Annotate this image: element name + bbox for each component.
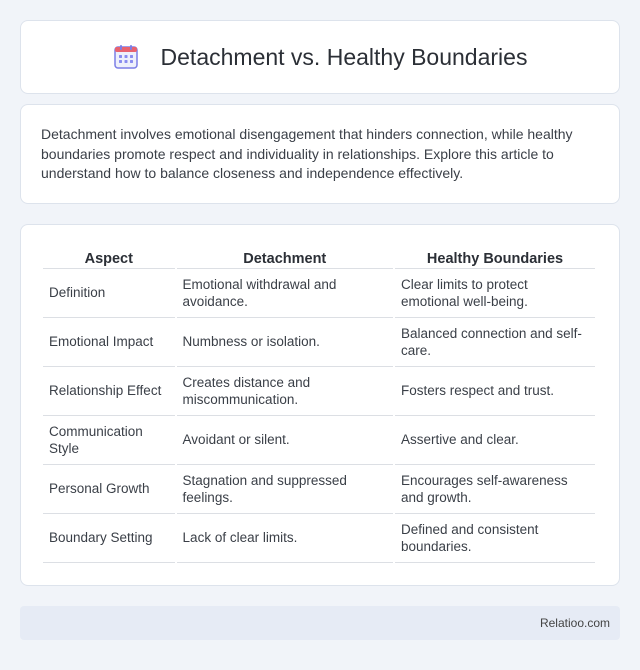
intro-text: Detachment involves emotional disengagement that hinders connection, while healthy boundaries promote respect and individuality in relationships. Explore this article to understand how to balance closeness and independence effectively. xyxy=(41,126,573,181)
table-cell-aspect: Definition xyxy=(43,269,175,318)
table-row xyxy=(43,367,595,416)
table-cell-aspect: Personal Growth xyxy=(43,465,175,514)
table-cell-detachment: Stagnation and suppressed feelings. xyxy=(177,465,393,514)
table-cell-aspect: Relationship Effect xyxy=(43,367,175,416)
table-row xyxy=(43,269,595,318)
calendar-icon xyxy=(113,44,139,70)
table-cell-detachment: Emotional withdrawal and avoidance. xyxy=(177,269,393,318)
table-cell-detachment: Avoidant or silent. xyxy=(177,416,393,465)
table-cell-aspect: Communication Style xyxy=(43,416,175,465)
footer-brand: Relatioo.com xyxy=(539,616,610,630)
table-cell-healthy-boundaries: Balanced connection and self-care. xyxy=(395,318,595,367)
table-cell-detachment: Numbness or isolation. xyxy=(177,318,393,367)
comparison-table xyxy=(41,247,597,563)
table-cell-detachment: Creates distance and miscommunication. xyxy=(177,367,393,416)
table-cell-healthy-boundaries: Fosters respect and trust. xyxy=(395,367,595,416)
footer xyxy=(20,606,620,640)
title-card xyxy=(20,20,620,94)
comparison-table-card xyxy=(20,224,620,586)
intro-card xyxy=(20,104,620,204)
table-cell-healthy-boundaries: Clear limits to protect emotional well-being. xyxy=(395,269,595,318)
table-cell-aspect: Emotional Impact xyxy=(43,318,175,367)
table-row xyxy=(43,318,595,367)
table-header-row xyxy=(43,247,595,269)
column-header-aspect: Aspect xyxy=(43,247,175,269)
table-row xyxy=(43,514,595,563)
table-cell-aspect: Boundary Setting xyxy=(43,514,175,563)
column-header-detachment: Detachment xyxy=(177,247,393,269)
table-cell-healthy-boundaries: Defined and consistent boundaries. xyxy=(395,514,595,563)
column-header-healthy-boundaries: Healthy Boundaries xyxy=(395,247,595,269)
table-cell-healthy-boundaries: Encourages self-awareness and growth. xyxy=(395,465,595,514)
table-row xyxy=(43,465,595,514)
table-cell-healthy-boundaries: Assertive and clear. xyxy=(395,416,595,465)
table-row xyxy=(43,416,595,465)
table-cell-detachment: Lack of clear limits. xyxy=(177,514,393,563)
page-title: Detachment vs. Healthy Boundaries xyxy=(160,43,528,70)
